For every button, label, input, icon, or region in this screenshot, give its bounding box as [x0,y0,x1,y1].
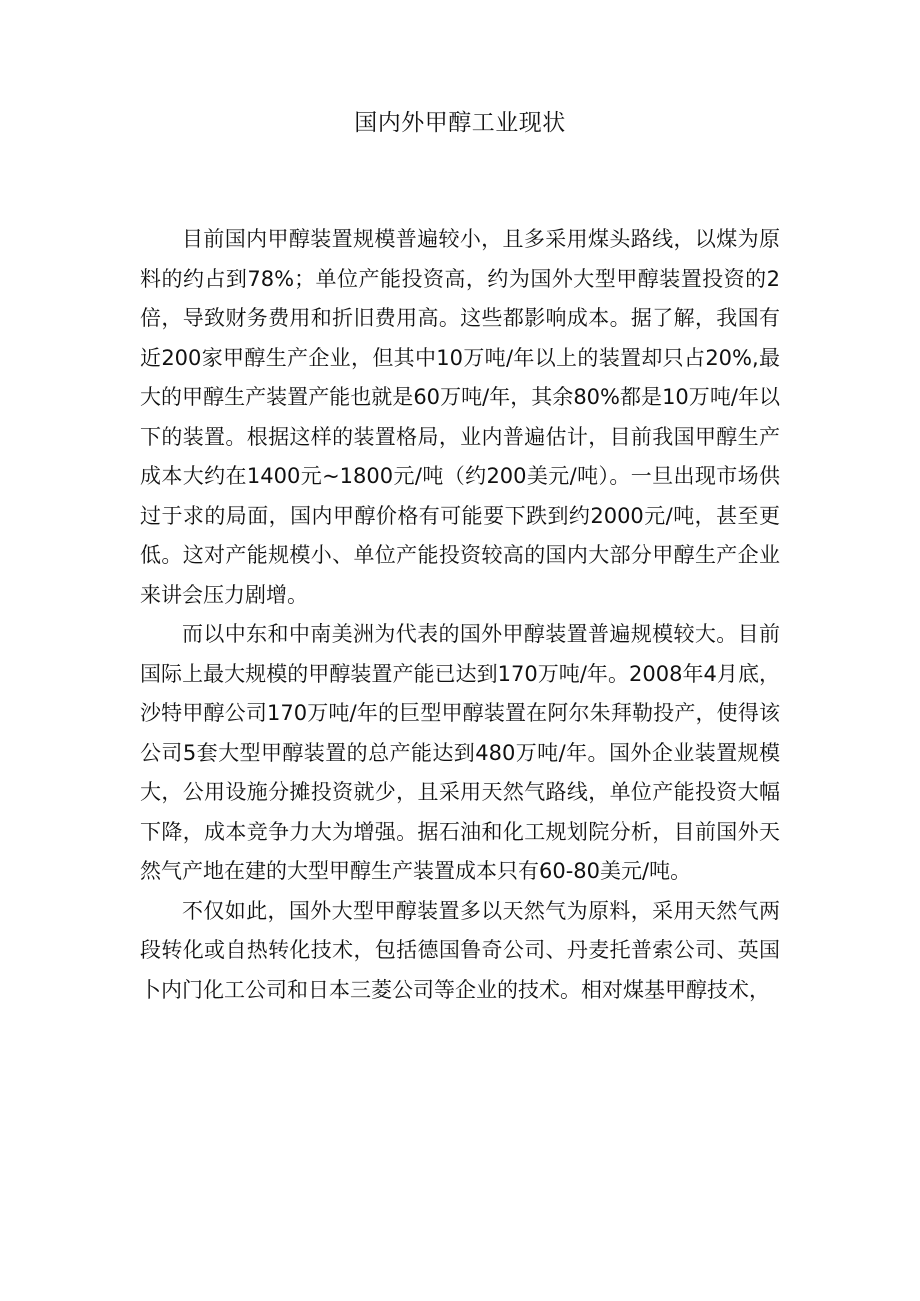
document-body [140,220,780,1010]
paragraph-domestic-status: 目前国内甲醇装置规模普遍较小，且多采用煤头路线，以煤为原料的约占到78%；单位产能投资高，约为国外大型甲醇装置投资的2倍，导致财务费用和折旧费用高。这些都影响成本。据了解，我国有近200家甲醇生产企业，但其中10万吨/年以上的装置却只占20%,最大的甲醇生产装置产能也就是60万吨/年，其余80%都是10万吨/年以下的装置。根据这样的装置格局，业内普遍估计，目前我国甲醇生产成本大约在1400元~1800元/吨（约200美元/吨）。一旦出现市场供过于求的局面，国内甲醇价格有可能要下跌到约2000元/吨，甚至更低。这对产能规模小、单位产能投资较高的国内大部分甲醇生产企业来讲会压力剧增。 [140,227,780,607]
document-title: 国内外甲醇工业现状 [354,110,566,136]
paragraph-foreign-technology: 不仅如此，国外大型甲醇装置多以天然气为原料，采用天然气两段转化或自热转化技术，包括德国鲁奇公司、丹麦托普索公司、英国卜内门化工公司和日本三菱公司等企业的技术。相对煤基甲醇技术， [140,898,780,1002]
paragraph-foreign-scale: 而以中东和中南美洲为代表的国外甲醇装置普遍规模较大。目前国际上最大规模的甲醇装置产能已达到170万吨/年。2008年4月底，沙特甲醇公司170万吨/年的巨型甲醇装置在阿尔朱拜勒投产，使得该公司5套大型甲醇装置的总产能达到480万吨/年。国外企业装置规模大，公用设施分摊投资就少，且采用天然气路线，单位产能投资大幅下降，成本竞争力大为增强。据石油和化工规划院分析，目前国外天然气产地在建的大型甲醇生产装置成本只有60-80美元/吨。 [140,622,780,883]
